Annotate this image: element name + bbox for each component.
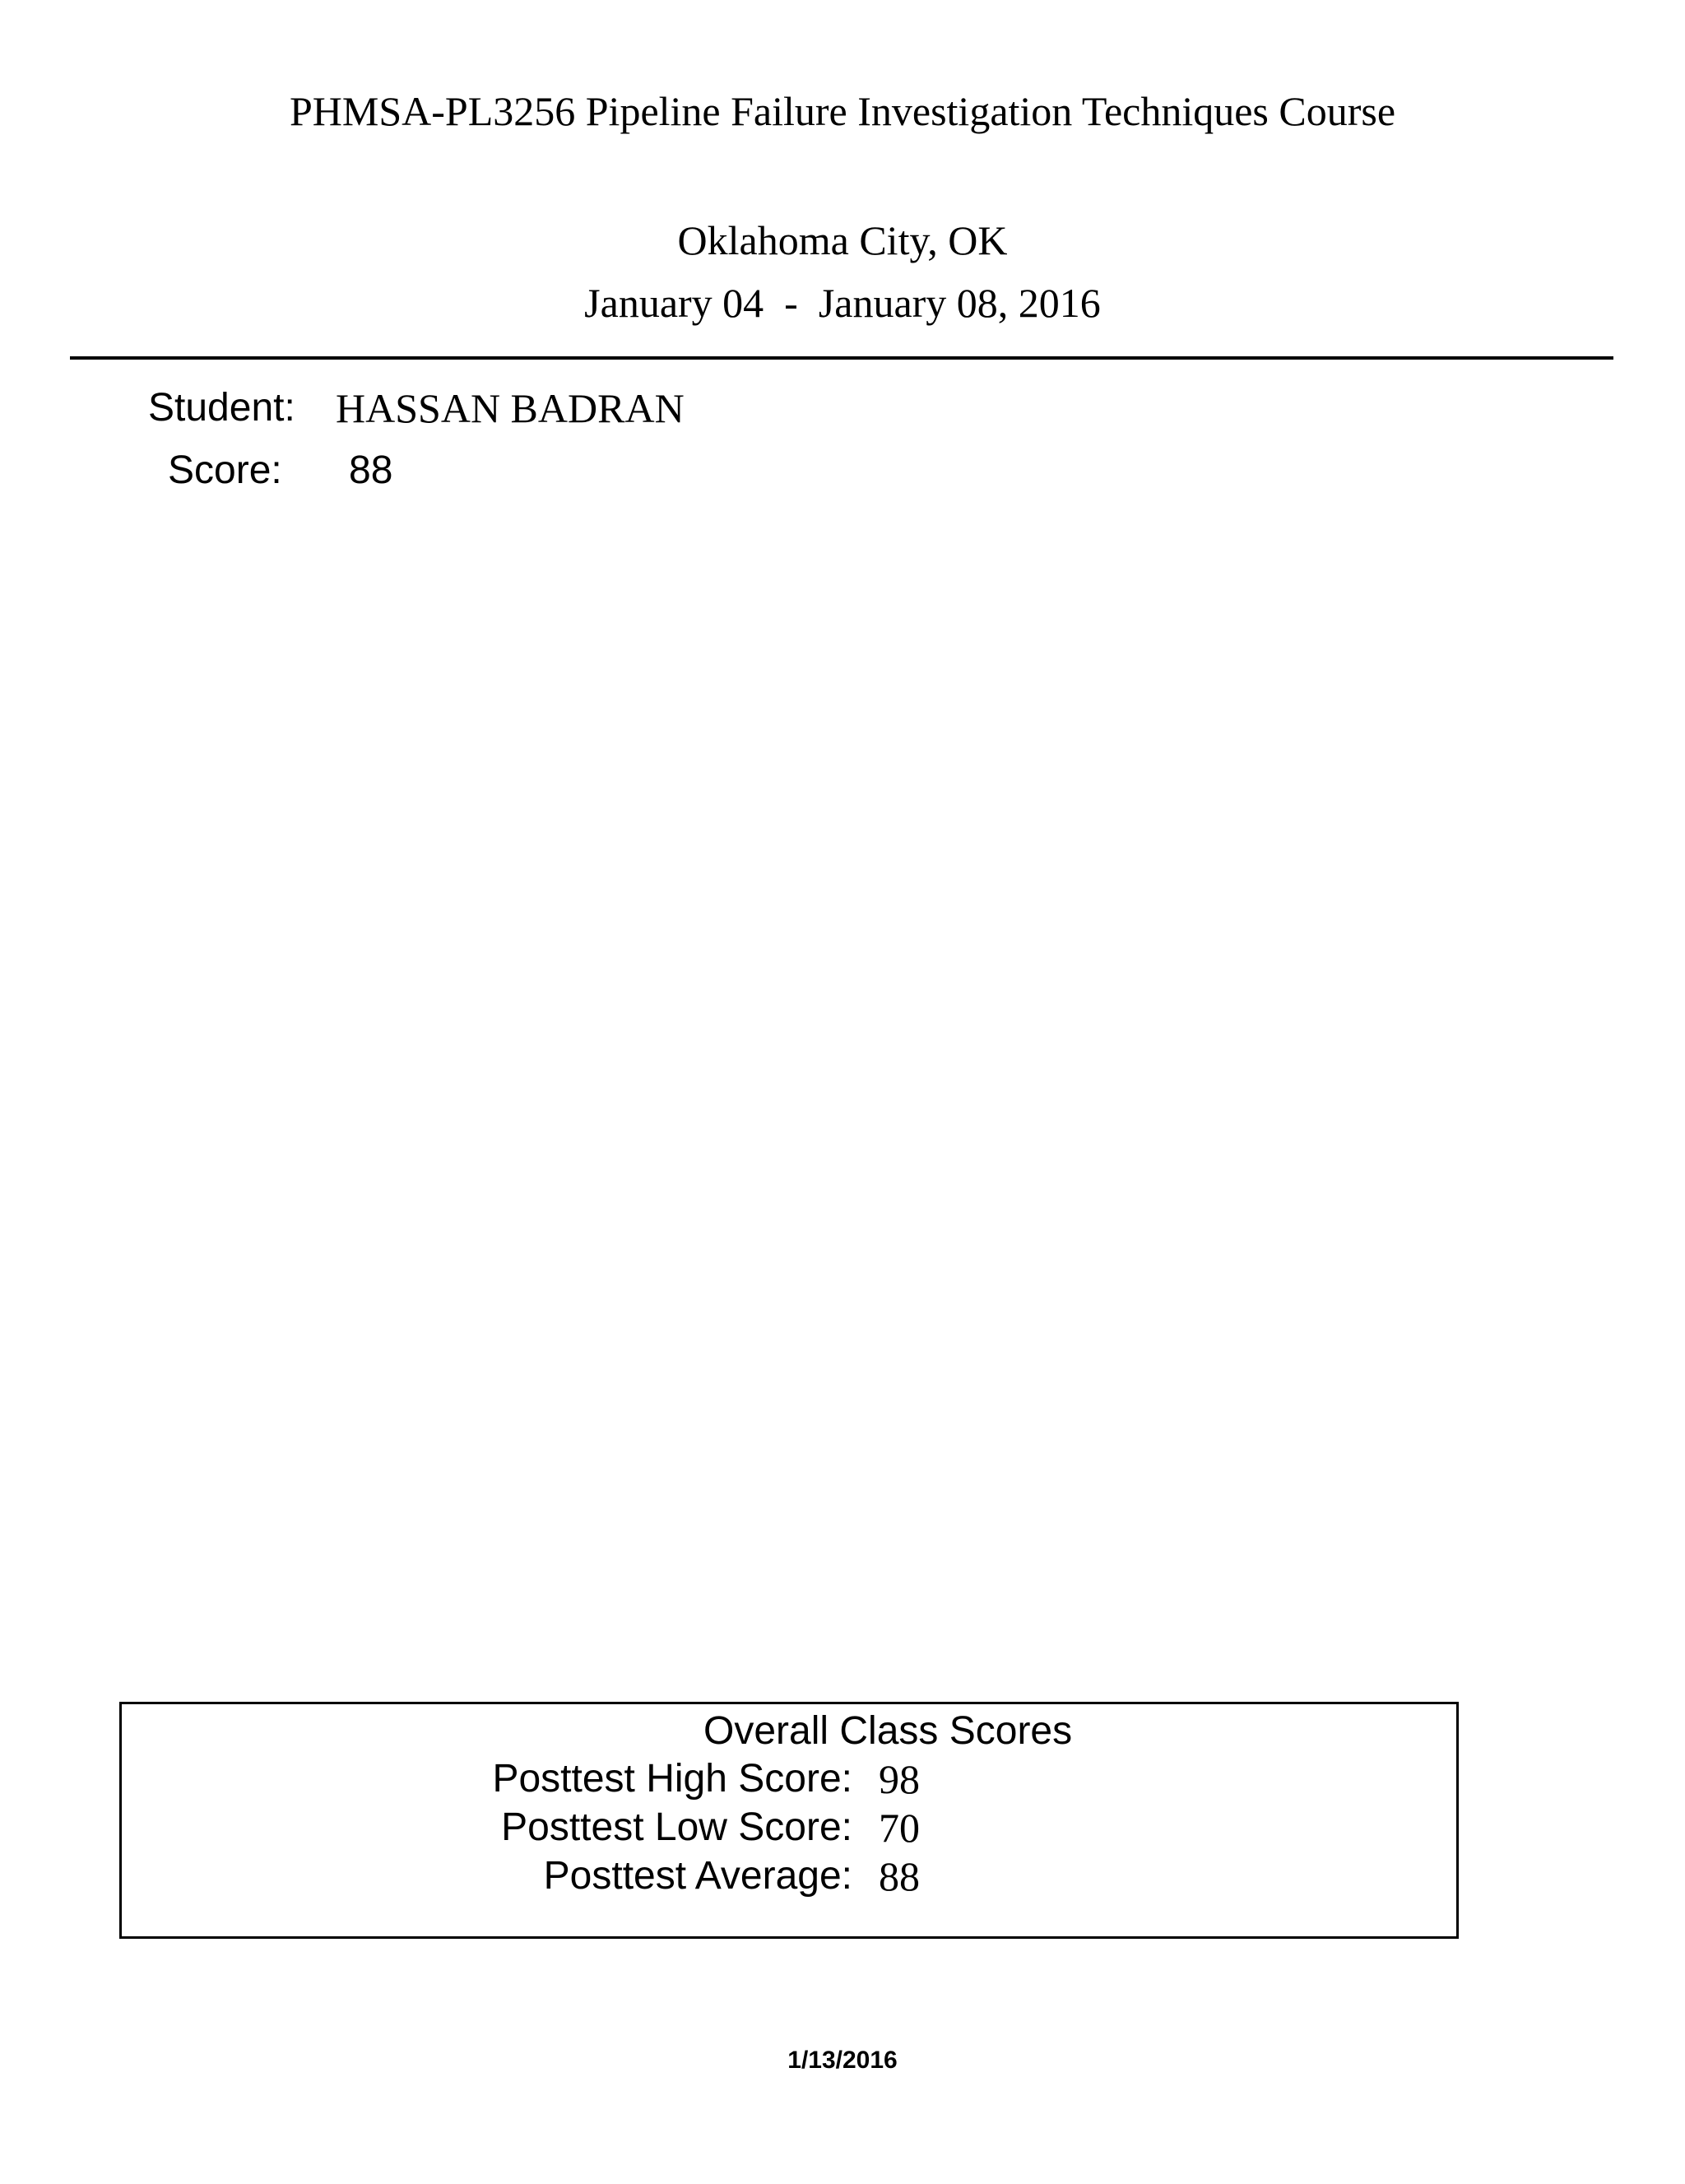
average-score-label: Posttest Average:: [543, 1854, 852, 1898]
low-score-value: 70: [879, 1805, 920, 1851]
footer-date: 1/13/2016: [787, 2047, 898, 2074]
course-title: PHMSA-PL3256 Pipeline Failure Investigation Techniques Course: [289, 88, 1396, 134]
header-divider: [70, 356, 1613, 360]
course-location: Oklahoma City, OK: [677, 217, 1008, 263]
average-score-value: 88: [879, 1853, 920, 1899]
class-scores-title: Overall Class Scores: [703, 1709, 1073, 1753]
score-label: Score:: [168, 448, 282, 492]
student-name: HASSAN BADRAN: [336, 385, 685, 431]
low-score-label: Posttest Low Score:: [501, 1805, 852, 1849]
course-dates: January 04 - January 08, 2016: [584, 280, 1101, 326]
student-score: 88: [349, 448, 393, 492]
high-score-label: Posttest High Score:: [492, 1757, 852, 1801]
student-label: Student:: [148, 386, 295, 430]
high-score-value: 98: [879, 1756, 920, 1802]
